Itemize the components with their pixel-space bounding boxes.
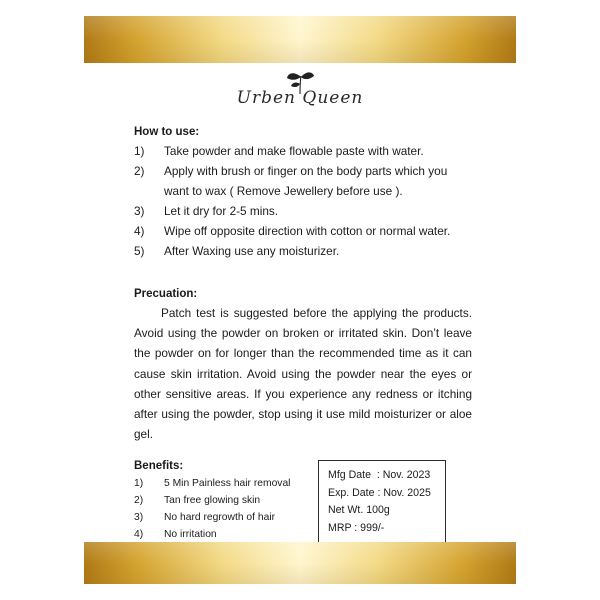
step-text: After Waxing use any moisturizer. (164, 244, 340, 258)
benefit-number: 2) (134, 495, 144, 506)
list-item (134, 509, 314, 526)
step-number: 2) (134, 164, 145, 178)
how-to-use-section (134, 126, 472, 261)
list-item (134, 221, 472, 241)
benefit-text: Tan free glowing skin (164, 495, 261, 506)
benefit-number: 4) (134, 529, 144, 540)
step-text: Let it dry for 2-5 mins. (164, 204, 279, 218)
step-number: 3) (134, 204, 145, 218)
list-item (134, 241, 472, 261)
list-item (134, 526, 314, 543)
benefit-number: 1) (134, 478, 144, 489)
precaution-section (134, 288, 472, 444)
benefit-text: 5 Min Painless hair removal (164, 478, 291, 489)
step-text: Wipe off opposite direction with cotton or normal water. (164, 224, 451, 238)
benefits-heading: Benefits: (134, 460, 184, 472)
precaution-heading: Precuation: (134, 288, 198, 300)
step-text: Take powder and make flowable paste with water. (164, 144, 424, 158)
step-number: 5) (134, 244, 145, 258)
step-text: Apply with brush or finger on the body parts which you want to wax ( Remove Jewellery before use ). (164, 164, 448, 198)
list-item (134, 475, 314, 492)
product-info-box (318, 460, 446, 545)
list-item (134, 201, 472, 221)
brand-name: Urben Queen (236, 88, 364, 108)
list-item (134, 141, 472, 161)
step-number: 4) (134, 224, 145, 238)
bottom-gold-band (84, 542, 516, 584)
mrp-price: MRP : 999/- (328, 521, 385, 534)
product-label-card (84, 16, 516, 584)
brand-logo (84, 70, 516, 118)
mfg-date: Mfg Date : Nov. 2023 (328, 469, 431, 481)
step-number: 1) (134, 144, 145, 158)
how-to-use-heading: How to use: (134, 126, 200, 138)
top-gold-band (84, 16, 516, 63)
exp-date: Exp. Date : Nov. 2025 (328, 486, 431, 499)
benefit-number: 3) (134, 512, 144, 523)
benefit-text: No irritation (164, 529, 217, 540)
benefit-text: No hard regrowth of hair (164, 512, 276, 523)
net-weight: Net Wt. 100g (328, 504, 390, 516)
precaution-text: Patch test is suggested before the applying the products. Avoid using the powder on broken or irritated skin. Don’t leave the powder on for longer than the recommended time as it can cause skin irritation. Avoid using the powder near the eyes or other sensitive areas. If you experience any redness or itching after using the powder, stop using it use mild moisturizer or aloe gel. (134, 306, 472, 442)
list-item (134, 492, 314, 509)
list-item (134, 161, 472, 201)
